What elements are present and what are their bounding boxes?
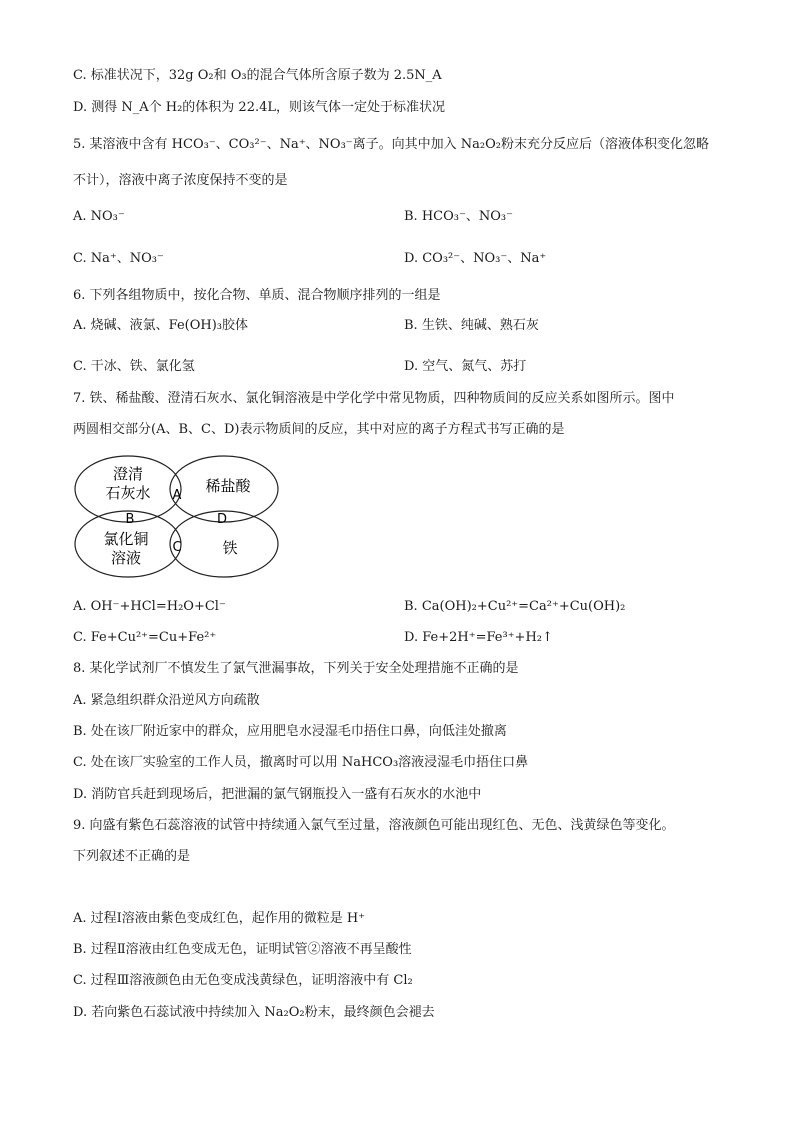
q4-option-d: D. 测得 N_A个 H₂的体积为 22.4L，则该气体一定处于标准状况 bbox=[73, 100, 446, 115]
q6-option-a: A. 烧碱、液氯、Fe(OH)₃胶体 bbox=[73, 318, 249, 333]
q8-option-c: C. 处在该厂实验室的工作人员，撤离时可以用 NaHCO₃溶液浸湿毛巾捂住口鼻 bbox=[73, 755, 529, 770]
q5-option-d: D. CO₃²⁻、NO₃⁻、Na⁺ bbox=[404, 251, 547, 266]
label-iron: 铁 bbox=[222, 539, 238, 557]
label-copper-chloride-2: 溶液 bbox=[110, 549, 142, 567]
q7-option-a: A. OH⁻+HCl=H₂O+Cl⁻ bbox=[73, 599, 226, 614]
q9-stem-line2: 下列叙述不正确的是 bbox=[73, 849, 191, 864]
q9-option-a: A. 过程Ⅰ溶液由紫色变成红色，起作用的微粒是 H⁺ bbox=[73, 911, 366, 926]
q8-stem: 8. 某化学试剂厂不慎发生了氯气泄漏事故，下列关于安全处理措施不正确的是 bbox=[73, 661, 519, 676]
label-limewater-2: 石灰水 bbox=[105, 484, 151, 502]
q9-option-c: C. 过程Ⅲ溶液颜色由无色变成浅黄绿色，证明溶液中有 Cl₂ bbox=[73, 973, 413, 988]
label-limewater-1: 澄清 bbox=[112, 465, 144, 483]
q6-option-b: B. 生铁、纯碱、熟石灰 bbox=[404, 318, 539, 333]
q5-option-a: A. NO₃⁻ bbox=[73, 209, 125, 224]
q6-stem: 6. 下列各组物质中，按化合物、单质、混合物顺序排列的一组是 bbox=[73, 288, 441, 303]
q7-option-c: C. Fe+Cu²⁺=Cu+Fe²⁺ bbox=[73, 630, 217, 645]
q7-option-d: D. Fe+2H⁺=Fe³⁺+H₂↑ bbox=[404, 630, 553, 645]
q7-stem-line1: 7. 铁、稀盐酸、澄清石灰水、氯化铜溶液是中学化学中常见物质，四种物质间的反应关系如图所示。图中 bbox=[73, 391, 675, 406]
q5-option-b: B. HCO₃⁻、NO₃⁻ bbox=[404, 209, 513, 224]
q9-stem-line1: 9. 向盛有紫色石蕊溶液的试管中持续通入氯气至过量，溶液颜色可能出现红色、无色、浅黄绿色等变化。 bbox=[73, 818, 675, 833]
label-hydrochloric-acid: 稀盐酸 bbox=[205, 477, 251, 495]
q9-option-b: B. 过程Ⅱ溶液由红色变成无色，证明试管②溶液不再呈酸性 bbox=[73, 942, 412, 957]
q8-option-d: D. 消防官兵赶到现场后，把泄漏的氯气钢瓶投入一盛有石灰水的水池中 bbox=[73, 787, 482, 802]
label-copper-chloride-1: 氯化铜 bbox=[103, 530, 149, 548]
q5-stem-line1: 5. 某溶液中含有 HCO₃⁻、CO₃²⁻、Na⁺、NO₃⁻离子。向其中加入 Na₂O₂粉末充分反应后（溶液体积变化忽略 bbox=[73, 137, 710, 152]
q7-option-b: B. Ca(OH)₂+Cu²⁺=Ca²⁺+Cu(OH)₂ bbox=[404, 599, 626, 614]
q6-option-c: C. 干冰、铁、氯化氢 bbox=[73, 359, 195, 374]
q7-stem-line2: 两圆相交部分(A、B、C、D)表示物质间的反应，其中对应的离子方程式书写正确的是 bbox=[73, 422, 565, 437]
q5-option-c: C. Na⁺、NO₃⁻ bbox=[73, 251, 164, 266]
region-a: A bbox=[172, 488, 182, 503]
region-b: B bbox=[125, 512, 135, 527]
region-c: C bbox=[172, 540, 182, 555]
region-d: D bbox=[216, 512, 228, 527]
q4-option-c: C. 标准状况下，32g O₂和 O₃的混合气体所含原子数为 2.5N_A bbox=[73, 68, 442, 83]
q5-stem-line2: 不计），溶液中离子浓度保持不变的是 bbox=[73, 173, 288, 188]
q9-option-d: D. 若向紫色石蕊试液中持续加入 Na₂O₂粉末，最终颜色会褪去 bbox=[73, 1005, 435, 1020]
q6-option-d: D. 空气、氮气、苏打 bbox=[404, 359, 527, 374]
q8-option-a: A. 紧急组织群众沿逆风方向疏散 bbox=[73, 693, 260, 708]
q8-option-b: B. 处在该厂附近家中的群众，应用肥皂水浸湿毛巾捂住口鼻，向低洼处撤离 bbox=[73, 724, 507, 739]
q7-reaction-diagram bbox=[70, 452, 285, 584]
